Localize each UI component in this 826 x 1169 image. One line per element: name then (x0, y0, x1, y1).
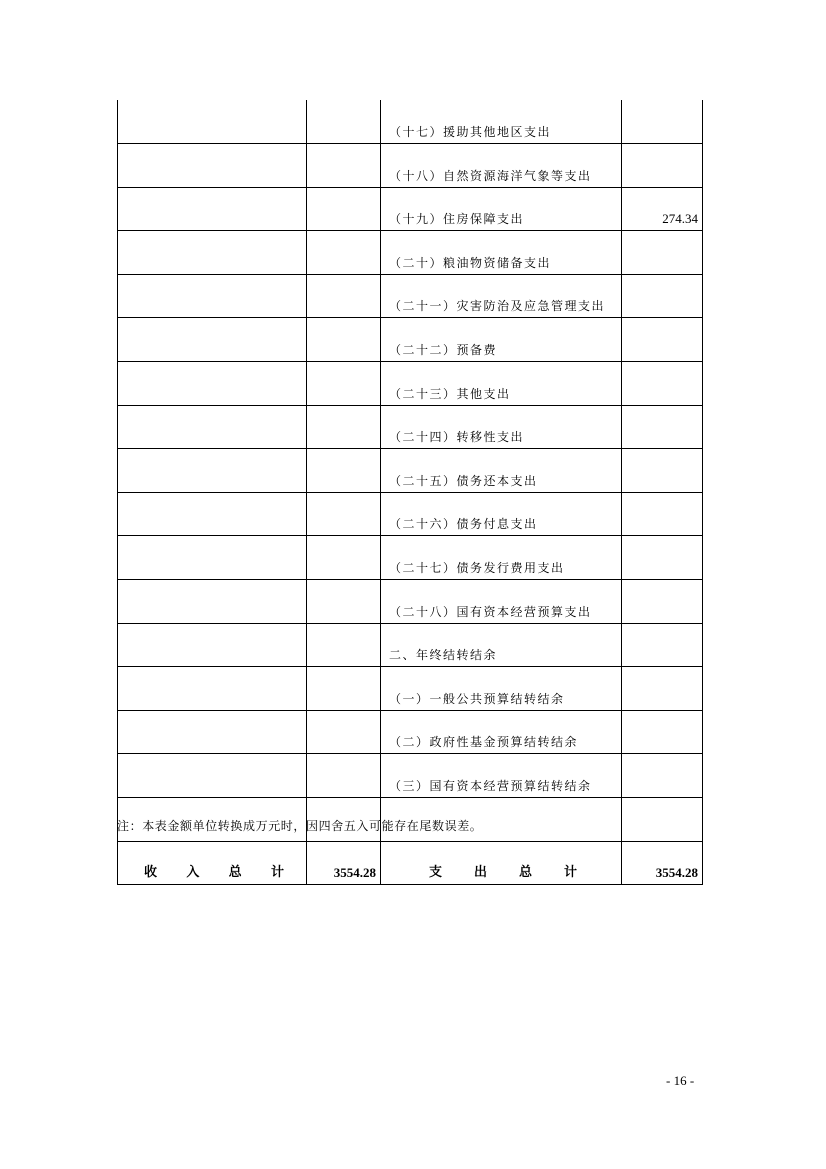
income-amount-cell (307, 144, 381, 188)
expense-amount-cell (622, 579, 703, 623)
income-item-cell (118, 449, 307, 493)
total-label-char: 计 (270, 865, 284, 881)
income-item-cell (118, 361, 307, 405)
expense-item-cell: （一）一般公共预算结转结余 (381, 667, 622, 711)
table-row (118, 623, 703, 667)
expense-amount-cell (622, 361, 703, 405)
total-label-char: 入 (186, 865, 200, 881)
expense-amount-cell (622, 667, 703, 711)
income-item-cell (118, 536, 307, 580)
income-item-cell (118, 579, 307, 623)
table-row (118, 754, 703, 798)
expense-amount-cell: 274.34 (622, 187, 703, 231)
expense-item-cell: （二十七）债务发行费用支出 (381, 536, 622, 580)
table-footnote: 注：本表金额单位转换成万元时，因四舍五入可能存在尾数误差。 (117, 819, 483, 833)
income-amount-cell (307, 667, 381, 711)
table-row (118, 710, 703, 754)
expense-item-cell: （十八）自然资源海洋气象等支出 (381, 144, 622, 188)
income-amount-cell (307, 492, 381, 536)
income-amount-cell (307, 187, 381, 231)
income-amount-cell (307, 100, 381, 144)
table-row (118, 492, 703, 536)
table-row (118, 231, 703, 275)
expense-item-cell: （二十五）债务还本支出 (381, 449, 622, 493)
table-row (118, 144, 703, 188)
table-row (118, 405, 703, 449)
income-total-label (118, 841, 307, 885)
total-label-char: 收 (144, 865, 158, 881)
income-amount-cell (307, 579, 381, 623)
total-label-char: 计 (563, 865, 577, 881)
income-item-cell (118, 405, 307, 449)
totals-row (118, 841, 703, 885)
income-item-cell (118, 100, 307, 144)
expense-amount-cell (622, 623, 703, 667)
expense-item-cell: 二、年终结转结余 (381, 623, 622, 667)
expense-item-cell: （二十一）灾害防治及应急管理支出 (381, 274, 622, 318)
income-item-cell (118, 623, 307, 667)
expense-total-label-text (429, 866, 577, 880)
income-amount-cell (307, 318, 381, 362)
total-label-char: 总 (228, 865, 242, 881)
table-row (118, 449, 703, 493)
expense-total-label (381, 841, 622, 885)
income-item-cell (118, 754, 307, 798)
income-item-cell (118, 710, 307, 754)
income-item-cell (118, 231, 307, 275)
total-label-char: 支 (429, 865, 443, 881)
income-item-cell (118, 274, 307, 318)
budget-table-body (118, 100, 703, 885)
expense-amount-cell (622, 797, 703, 841)
expense-item-cell: （二）政府性基金预算结转结余 (381, 710, 622, 754)
total-label-char: 总 (518, 865, 532, 881)
income-amount-cell (307, 274, 381, 318)
table-row (118, 667, 703, 711)
income-amount-cell (307, 361, 381, 405)
table-row (118, 536, 703, 580)
income-amount-cell (307, 449, 381, 493)
expense-item-cell: （二十八）国有资本经营预算支出 (381, 579, 622, 623)
expense-amount-cell (622, 449, 703, 493)
income-amount-cell (307, 231, 381, 275)
expense-total-value: 3554.28 (622, 841, 703, 885)
expense-amount-cell (622, 754, 703, 798)
expense-amount-cell (622, 100, 703, 144)
expense-item-cell: （三）国有资本经营预算结转结余 (381, 754, 622, 798)
expense-amount-cell (622, 405, 703, 449)
table-row (118, 100, 703, 144)
income-total-label-text (144, 866, 284, 880)
table-row (118, 361, 703, 405)
expense-item-cell: （二十三）其他支出 (381, 361, 622, 405)
expense-item-cell: （二十六）债务付息支出 (381, 492, 622, 536)
income-amount-cell (307, 710, 381, 754)
expense-item-cell: （二十）粮油物资储备支出 (381, 231, 622, 275)
expense-amount-cell (622, 536, 703, 580)
expense-item-cell: （十七）援助其他地区支出 (381, 100, 622, 144)
table-row (118, 579, 703, 623)
income-total-value: 3554.28 (307, 841, 381, 885)
income-amount-cell (307, 754, 381, 798)
income-amount-cell (307, 536, 381, 580)
income-amount-cell (307, 623, 381, 667)
table-row (118, 318, 703, 362)
income-item-cell (118, 667, 307, 711)
table-row (118, 274, 703, 318)
expense-amount-cell (622, 231, 703, 275)
expense-amount-cell (622, 492, 703, 536)
expense-item-cell: （二十二）预备费 (381, 318, 622, 362)
income-item-cell (118, 144, 307, 188)
total-label-char: 出 (473, 865, 487, 881)
income-amount-cell (307, 405, 381, 449)
expense-amount-cell (622, 710, 703, 754)
income-item-cell (118, 492, 307, 536)
expense-amount-cell (622, 318, 703, 362)
table-row (118, 187, 703, 231)
income-item-cell (118, 187, 307, 231)
income-item-cell (118, 318, 307, 362)
page-number: - 16 - (666, 1073, 695, 1088)
expense-amount-cell (622, 274, 703, 318)
expense-item-cell: （十九）住房保障支出 (381, 187, 622, 231)
budget-table (117, 100, 703, 885)
expense-amount-cell (622, 144, 703, 188)
expense-item-cell: （二十四）转移性支出 (381, 405, 622, 449)
